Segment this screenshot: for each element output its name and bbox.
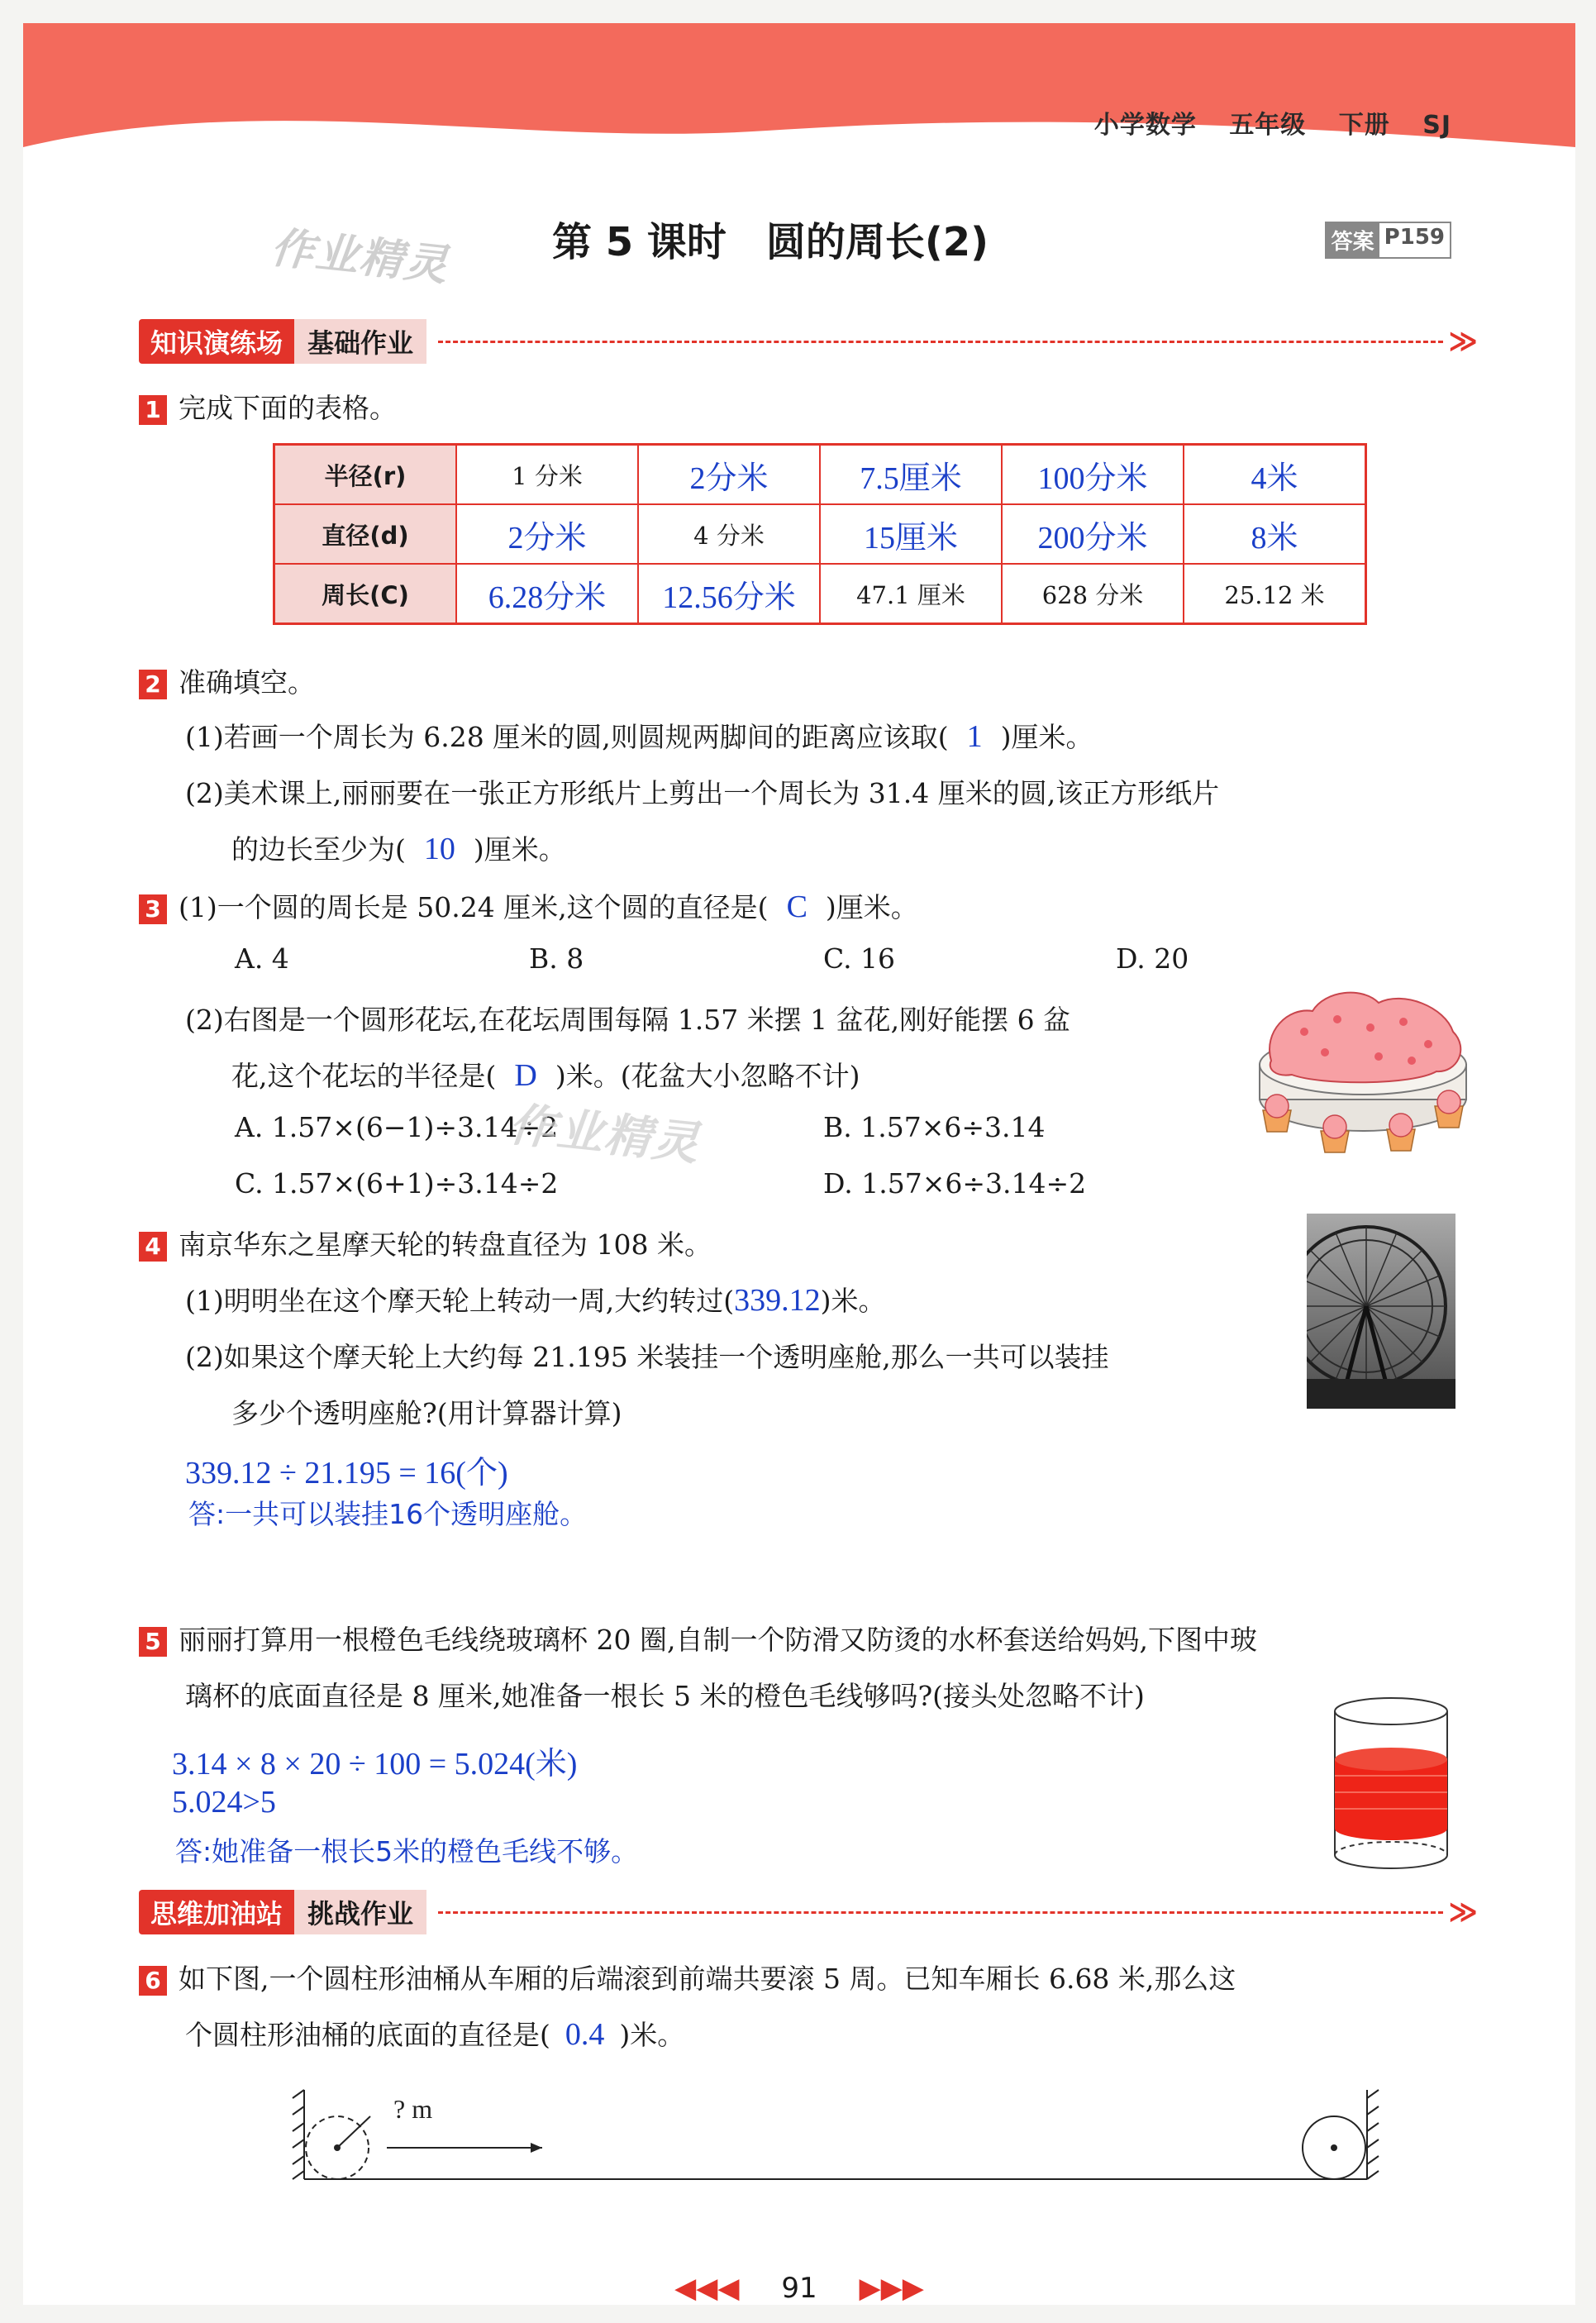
given-value: 47.1 厘米 xyxy=(856,580,965,609)
q3-option-c: C. 16 xyxy=(823,942,896,975)
handwritten-answer: 12.56分米 xyxy=(662,580,796,615)
q5-text-cont: 璃杯的底面直径是 8 厘米,她准备一根长 5 米的橙色毛线够吗?(接头处忽略不计) xyxy=(185,1680,1145,1712)
table-cell xyxy=(1184,564,1366,624)
volume-label: 下册 xyxy=(1338,111,1390,140)
table-cell xyxy=(638,564,820,624)
q3-option-a: A. 4 xyxy=(235,942,289,975)
question-text: 准确填空。 xyxy=(179,666,315,699)
page-number: 91 xyxy=(781,2272,817,2305)
table-cell xyxy=(1184,445,1366,505)
q4-part-2-cont: 多少个透明座舱?(用计算器计算) xyxy=(231,1397,622,1429)
handwritten-answer: 200分米 xyxy=(1037,520,1148,556)
given-value: 1 分米 xyxy=(512,461,583,490)
q6-text-cont: 个圆柱形油桶的底面的直径是( 0.4 )米。 xyxy=(185,2017,685,2052)
row-header: 周长(C) xyxy=(274,564,457,624)
section-header-basic xyxy=(139,319,1478,364)
q3-option-d: D. 20 xyxy=(1116,942,1189,975)
prev-arrows-icon: ◀◀◀ xyxy=(674,2272,740,2305)
book-info xyxy=(1094,104,1451,141)
watermark-logo: 作业精灵 xyxy=(268,222,451,292)
table-cell xyxy=(820,564,1002,624)
table-cell xyxy=(820,504,1002,564)
table-cell xyxy=(456,445,638,505)
answer-reference xyxy=(1325,222,1451,259)
table-cell xyxy=(1002,445,1184,505)
q5-work-line-2: 5.024>5 xyxy=(172,1785,276,1820)
q3-part-2: (2)右图是一个圆形花坛,在花坛周围每隔 1.57 米摆 1 盆花,刚好能摆 6 盆 xyxy=(185,1004,1071,1036)
q2-part-2: (2)美术课上,丽丽要在一张正方形纸片上剪出一个周长为 31.4 厘米的圆,该正方形纸片 xyxy=(185,777,1220,809)
glass-cup-image xyxy=(1329,1693,1453,1875)
circle-table xyxy=(273,443,1367,625)
answer-blank: 339.12 xyxy=(734,1283,821,1318)
q3-option2-a: A. 1.57×(6−1)÷3.14÷2 xyxy=(235,1111,559,1143)
page-footer xyxy=(23,2272,1575,2305)
question-number: 3 xyxy=(139,894,167,924)
table-row xyxy=(274,445,1366,505)
question-number: 1 xyxy=(139,395,167,425)
answer-blank: 1 xyxy=(966,719,983,754)
given-value: 4 分米 xyxy=(693,521,765,550)
ferris-wheel-photo xyxy=(1307,1214,1455,1409)
section-divider xyxy=(438,1911,1443,1914)
diagram-label: ? m xyxy=(393,2094,433,2124)
question-5: 5 丽丽打算用一根橙色毛线绕玻璃杯 20 圈,自制一个防滑又防烫的水杯套送给妈妈,下图中玻 xyxy=(139,1619,1257,1658)
table-cell xyxy=(820,445,1002,505)
q4-work-line-2: 答:一共可以装挂16个透明座舱。 xyxy=(188,1498,588,1530)
q4-work-line-1: 339.12 ÷ 21.195 = 16(个) xyxy=(185,1456,508,1491)
table-cell xyxy=(1184,504,1366,564)
double-chevron-icon: ≫ xyxy=(1448,1896,1478,1929)
handwritten-answer: 6.28分米 xyxy=(488,580,607,615)
table-row xyxy=(274,504,1366,564)
question-number: 5 xyxy=(139,1627,167,1657)
q3-option2-d: D. 1.57×6÷3.14÷2 xyxy=(823,1167,1087,1200)
answer-page: P159 xyxy=(1384,225,1445,250)
handwritten-answer: 8米 xyxy=(1251,520,1298,556)
q4-part-1: (1)明明坐在这个摩天轮上转动一周,大约转过(339.12)米。 xyxy=(185,1283,886,1318)
section-subtitle: 挑战作业 xyxy=(294,1890,426,1934)
section-subtitle: 基础作业 xyxy=(294,319,426,364)
q3-option-b: B. 8 xyxy=(529,942,584,975)
edition-label: SJ xyxy=(1422,111,1451,140)
q2-part-2-cont: 的边长至少为( 10 )厘米。 xyxy=(231,832,566,866)
question-3: 3 (1)一个圆的周长是 50.24 厘米,这个圆的直径是( C )厘米。 xyxy=(139,886,918,925)
question-number: 2 xyxy=(139,670,167,699)
double-chevron-icon: ≫ xyxy=(1448,325,1478,358)
section-divider xyxy=(438,341,1443,343)
table-cell xyxy=(1002,504,1184,564)
grade-label: 五年级 xyxy=(1229,111,1307,140)
q5-work-line-1: 3.14 × 8 × 20 ÷ 100 = 5.024(米) xyxy=(172,1747,578,1782)
handwritten-answer: 4米 xyxy=(1251,460,1298,496)
question-text: 南京华东之星摩天轮的转盘直径为 108 米。 xyxy=(179,1228,712,1261)
question-6: 6 如下图,一个圆柱形油桶从车厢的后端滚到前端共要滚 5 周。已知车厢长 6.68 米,那么这 xyxy=(139,1958,1236,1996)
q3-option2-b: B. 1.57×6÷3.14 xyxy=(823,1111,1046,1143)
question-1 xyxy=(139,387,397,426)
handwritten-answer: 100分米 xyxy=(1037,460,1148,496)
page-title: 第 5 课时 圆的周长(2) xyxy=(552,219,989,265)
question-2 xyxy=(139,661,315,700)
question-text: 完成下面的表格。 xyxy=(179,392,397,424)
section-tag: 思维加油站 xyxy=(139,1890,294,1934)
row-header: 直径(d) xyxy=(274,504,457,564)
subject-label: 小学数学 xyxy=(1093,111,1197,140)
table-row xyxy=(274,564,1366,624)
answer-blank: 10 xyxy=(423,832,455,866)
handwritten-answer: 2分米 xyxy=(507,520,587,556)
given-value: 25.12 米 xyxy=(1224,580,1325,609)
truck-bed-diagram xyxy=(279,2082,1387,2197)
q3-part-2-cont: 花,这个花坛的半径是( D )米。(花盆大小忽略不计) xyxy=(231,1058,860,1093)
next-arrows-icon: ▶▶▶ xyxy=(859,2272,924,2305)
answer-blank: 0.4 xyxy=(565,2017,605,2052)
q2-part-1: (1)若画一个周长为 6.28 厘米的圆,则圆规两脚间的距离应该取( 1 )厘米。 xyxy=(185,719,1093,754)
table-cell xyxy=(638,445,820,505)
given-value: 628 分米 xyxy=(1041,580,1144,609)
table-cell xyxy=(456,564,638,624)
section-tag: 知识演练场 xyxy=(139,319,294,364)
question-number: 6 xyxy=(139,1966,167,1996)
watermark-logo: 作业精灵 xyxy=(506,1098,703,1171)
question-4 xyxy=(139,1224,712,1262)
q4-part-2: (2)如果这个摩天轮上大约每 21.195 米装挂一个透明座舱,那么一共可以装挂 xyxy=(185,1341,1109,1373)
page xyxy=(23,23,1575,2305)
row-header: 半径(r) xyxy=(274,445,457,505)
answer-label: 答案 xyxy=(1327,223,1379,257)
answer-blank: C xyxy=(786,890,808,924)
handwritten-answer: 7.5厘米 xyxy=(860,460,962,496)
question-number: 4 xyxy=(139,1232,167,1262)
q3-option2-c: C. 1.57×(6+1)÷3.14÷2 xyxy=(235,1167,559,1200)
section-header-challenge xyxy=(139,1890,1478,1934)
handwritten-answer: 2分米 xyxy=(689,460,769,496)
table-cell xyxy=(1002,564,1184,624)
table-cell xyxy=(456,504,638,564)
handwritten-answer: 15厘米 xyxy=(863,520,958,556)
q5-work-line-3: 答:她准备一根长5米的橙色毛线不够。 xyxy=(175,1835,639,1867)
answer-blank: D xyxy=(514,1058,537,1093)
flower-bed-image xyxy=(1246,974,1479,1172)
table-cell xyxy=(638,504,820,564)
